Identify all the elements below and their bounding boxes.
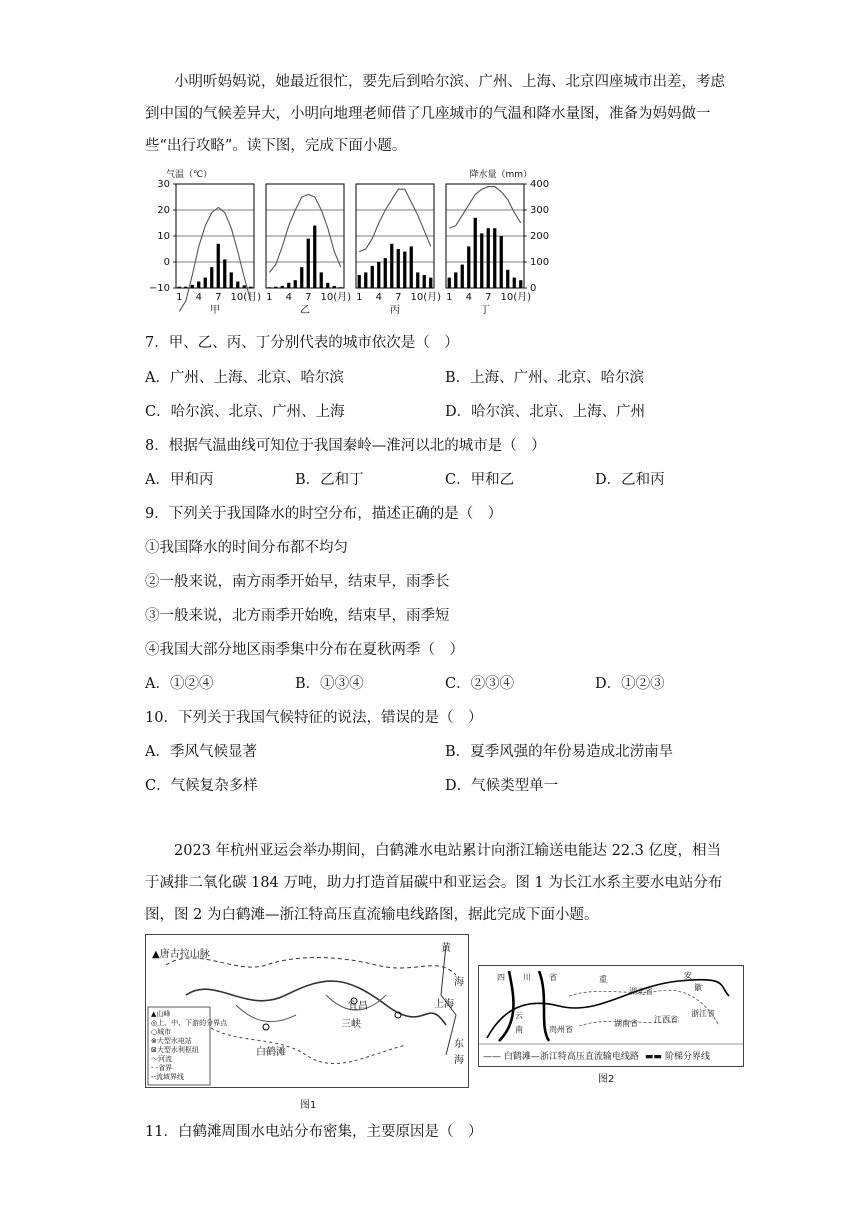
map2-caption: 图2 <box>598 1074 615 1085</box>
transmission-line-map <box>478 965 744 1067</box>
temp-tick-label: 10 <box>157 231 170 242</box>
map2-label-jiangxi: 江西省 <box>654 1015 678 1024</box>
month-tick-label: 7 <box>215 292 222 303</box>
precip-bar <box>519 280 522 288</box>
precip-bar <box>326 283 329 288</box>
precip-bar <box>210 267 213 288</box>
precip-bar <box>223 259 226 288</box>
panel-label: 乙 <box>300 305 310 316</box>
precip-bar <box>184 287 187 288</box>
q7-option-a[interactable]: A．广州、上海、北京、哈尔滨 <box>145 370 344 386</box>
panel-label: 丙 <box>390 305 400 316</box>
precip-bar <box>230 272 233 288</box>
precip-bar <box>197 282 200 289</box>
month-tick-label: 1 <box>266 292 273 303</box>
q9-option-b[interactable]: B．①③④ <box>295 676 364 692</box>
month-tick-label: 10(月) <box>230 292 262 303</box>
q9-option-d[interactable]: D．①②③ <box>595 676 665 692</box>
map2-label-yun: 云 <box>515 1011 523 1020</box>
precip-bar <box>333 286 336 288</box>
precip-bar <box>474 218 477 288</box>
precip-tick-label: 300 <box>530 205 550 216</box>
q10-option-c[interactable]: C．气候复杂多样 <box>145 778 258 794</box>
q9-option-c[interactable]: C．②③④ <box>445 676 515 692</box>
map2-label-chuan: 川 <box>523 973 531 982</box>
temp-tick-label: −10 <box>148 283 170 294</box>
precip-bar <box>500 236 503 288</box>
precip-bar <box>249 287 252 288</box>
map1-label-sanxia: 三峡 <box>341 1019 361 1030</box>
precip-bar <box>236 282 239 289</box>
precip-bar <box>448 278 451 288</box>
month-tick-label: 1 <box>446 292 453 303</box>
q7-option-c[interactable]: C．哈尔滨、北京、广州、上海 <box>145 404 345 420</box>
precip-bar <box>397 249 400 288</box>
q10-stem: 10．下列关于我国气候特征的说法，错误的是（ ） <box>145 710 483 726</box>
precip-bar <box>243 285 246 288</box>
precip-bar <box>429 278 432 288</box>
precip-bar <box>320 272 323 288</box>
precip-bar <box>506 270 509 288</box>
precip-bar <box>403 252 406 288</box>
precip-bar <box>358 275 361 288</box>
precip-axis-label: 降水量（mm） <box>469 170 532 180</box>
q8-option-a[interactable]: A．甲和丙 <box>145 472 214 488</box>
map1-label-huang: 黄 <box>441 943 451 954</box>
month-tick-label: 1 <box>356 292 363 303</box>
q9-statement-2: ②一般来说，南方雨季开始早，结束早，雨季长 <box>145 574 450 590</box>
precip-bar <box>274 287 277 288</box>
precip-bar <box>300 267 303 288</box>
precip-bar <box>423 275 426 288</box>
q7-option-d[interactable]: D．哈尔滨、北京、上海、广州 <box>445 404 646 420</box>
precip-bar <box>294 280 297 288</box>
map2-label-zhejiang: 浙江省 <box>691 1009 715 1018</box>
map2-legend-step: 阶梯分界线 <box>665 1052 711 1062</box>
q11-stem: 11．白鹤滩周围水电站分布密集，主要原因是（ ） <box>145 1124 483 1140</box>
precip-tick-label: 200 <box>530 231 550 242</box>
precip-tick-label: 0 <box>530 283 537 294</box>
month-tick-label: 7 <box>305 292 312 303</box>
map1-label-hai: 海 <box>454 977 464 988</box>
map1-peak-label: ▲唐古拉山脉 <box>152 949 210 960</box>
precip-bar <box>178 287 181 288</box>
climate-charts <box>140 168 560 318</box>
map2-label-guizhou: 贵州省 <box>549 1025 573 1034</box>
q9-statement-1: ①我国降水的时间分布都不均匀 <box>145 540 348 556</box>
precip-bar <box>339 287 342 288</box>
precip-bar <box>487 228 490 288</box>
temp-tick-label: 0 <box>163 257 170 268</box>
precip-bar <box>307 239 310 288</box>
precip-bar <box>313 226 316 288</box>
map2-label-hui: 徽 <box>694 983 702 992</box>
precip-bar <box>416 272 419 288</box>
precip-bar <box>480 233 483 288</box>
temp-tick-label: 20 <box>157 205 170 216</box>
map2-label-hubei: 湖北省 <box>629 987 653 996</box>
q8-option-d[interactable]: D．乙和丙 <box>595 472 665 488</box>
q9-statement-3: ③一般来说，北方雨季开始晚，结束早，雨季短 <box>145 608 450 624</box>
map2-label-si: 四 <box>497 973 505 982</box>
precip-bar <box>268 287 271 288</box>
month-tick-label: 10(月) <box>320 292 352 303</box>
precip-bar <box>287 283 290 288</box>
map1-label-hai-2: 海 <box>454 1055 464 1066</box>
precip-bar <box>377 262 380 288</box>
temp-curve <box>449 187 521 229</box>
map2-label-nan: 南 <box>515 1025 523 1034</box>
precip-bar <box>493 228 496 288</box>
precip-bar <box>467 246 470 288</box>
q9-stem: 9．下列关于我国降水的时空分布，描述正确的是（ ） <box>145 506 503 522</box>
month-tick-label: 7 <box>485 292 492 303</box>
map2-label-sheng: 省 <box>549 973 557 982</box>
precip-bar <box>191 285 194 288</box>
precip-bar <box>461 265 464 288</box>
temp-curve <box>269 194 341 272</box>
month-tick-label: 4 <box>375 292 382 303</box>
month-tick-label: 7 <box>395 292 402 303</box>
month-tick-label: 10(月) <box>410 292 442 303</box>
q10-option-d[interactable]: D．气候类型单一 <box>445 778 559 794</box>
precip-tick-label: 400 <box>530 179 550 190</box>
month-tick-label: 4 <box>465 292 472 303</box>
intro-paragraph-1: 小明听妈妈说，她最近很忙，要先后到哈尔滨、广州、上海、北京四座城市出差，考虑到中国的气候差异大，小明向地理老师借了几座城市的气温和降水量图，准备为妈妈做一些“出行攻略”。读下图，完成下面小题。 <box>145 74 725 154</box>
map2-label-chong: 重 <box>599 975 607 984</box>
month-tick-label: 1 <box>176 292 183 303</box>
q10-option-a[interactable]: A．季风气候显著 <box>145 744 257 760</box>
q7-stem: 7．甲、乙、丙、丁分别代表的城市依次是（ ） <box>145 335 459 351</box>
q9-option-a[interactable]: A．①②④ <box>145 676 214 692</box>
precip-bar <box>513 278 516 288</box>
precip-bar <box>454 272 457 288</box>
q8-option-c[interactable]: C．甲和乙 <box>445 472 515 488</box>
precip-bar <box>371 266 374 288</box>
map1-label-dong: 东 <box>454 1039 464 1050</box>
q8-stem: 8．根据气温曲线可知位于我国秦岭—淮河以北的城市是（ ） <box>145 438 546 454</box>
precip-tick-label: 100 <box>530 257 550 268</box>
month-tick-label: 10(月) <box>500 292 532 303</box>
map2-legend-line: 白鹤滩—浙江特高压直流输电线路 <box>503 1052 639 1062</box>
precip-bar <box>204 278 207 288</box>
intro-paragraph-2: 2023 年杭州亚运会举办期间，白鹤滩水电站累计向浙江输送电能达 22.3 亿度，相当于减排二氧化碳 184 万吨，助力打造首届碳中和亚运会。图 1 为长江水系主要水电站分布图，图 2 为白鹤滩—浙江特高压直流输电线路图，据此完成下面小题。 <box>145 843 723 923</box>
panel-label: 甲 <box>210 305 220 316</box>
precip-bar <box>364 272 367 288</box>
precip-bar <box>384 258 387 288</box>
precip-bar <box>410 246 413 288</box>
map1-caption: 图1 <box>300 1100 317 1111</box>
precip-bar <box>217 244 220 288</box>
precip-bar <box>281 286 284 288</box>
q8-option-b[interactable]: B．乙和丁 <box>295 472 364 488</box>
temp-curve <box>359 189 431 251</box>
panel-label: 丁 <box>480 305 490 316</box>
map1-label-baihetan: 白鹤滩 <box>256 1047 286 1058</box>
map2-legend: —— 白鹤滩—浙江特高压直流输电线路 ▬▬ 阶梯分界线 <box>483 1052 711 1062</box>
map1-label-shanghai: 上海 <box>434 999 454 1010</box>
precip-bar <box>390 244 393 288</box>
month-tick-label: 4 <box>195 292 202 303</box>
map1-label-yichang: 宜昌 <box>348 1001 368 1012</box>
map1-legend: ▲山峰 ◎上、中、下游的分界点 ○城市 ⊗大型水电站 ⊠大型水利枢纽 ～河流 - -省界 --流域界线 <box>151 1010 228 1081</box>
q10-option-b[interactable]: B．夏季风强的年份易造成北涝南旱 <box>445 744 674 760</box>
q7-option-b[interactable]: B．上海、广州、北京、哈尔滨 <box>445 370 645 386</box>
yangtze-hydropower-map <box>145 934 469 1088</box>
q9-statement-4: ④我国大部分地区雨季集中分布在夏秋两季（ ） <box>145 642 464 658</box>
temp-axis-label: 气温（℃） <box>166 170 213 180</box>
map2-label-an: 安 <box>684 971 692 980</box>
map2-label-hunan: 湖南省 <box>614 1019 638 1028</box>
temp-tick-label: 30 <box>157 179 170 190</box>
month-tick-label: 4 <box>285 292 292 303</box>
